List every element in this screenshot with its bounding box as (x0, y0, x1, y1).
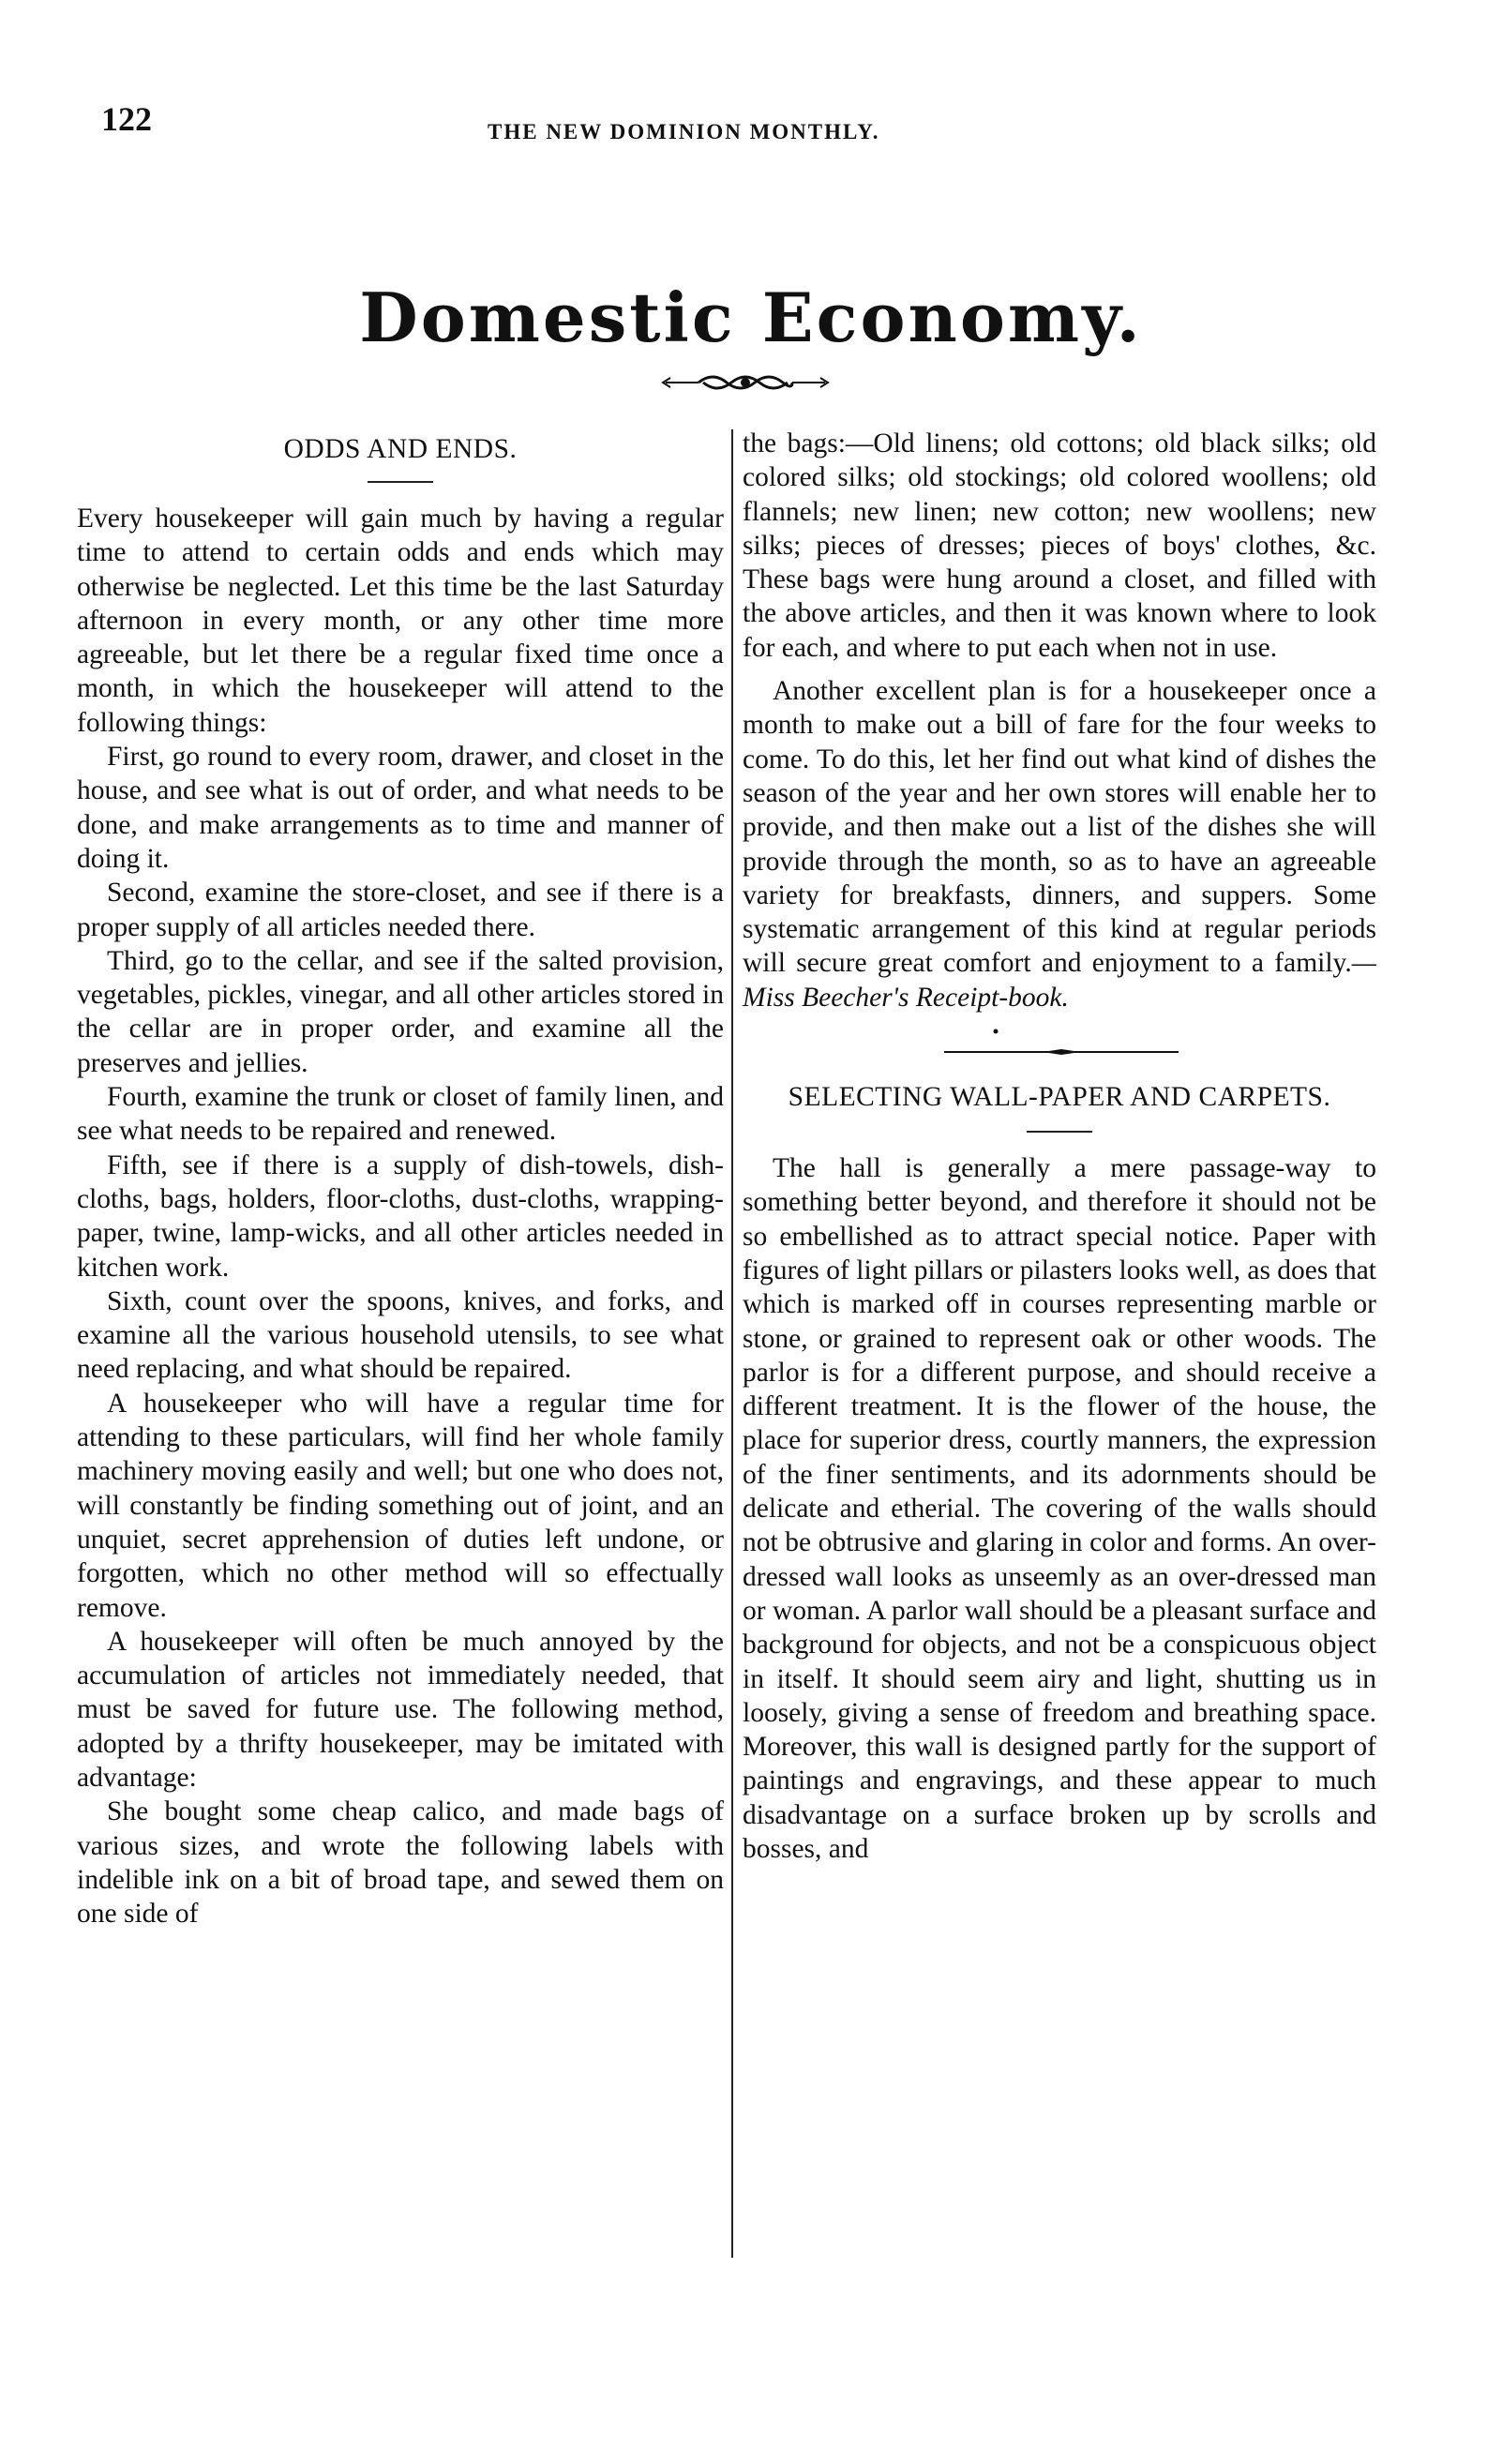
paragraph: Every housekeeper will gain much by having a regular time to attend to certain odds and ends which may otherwise be neglected. Let this time be the last Saturday afternoon in every month, or any other time more agreeable, but let there be a regular fixed time once a month, in which the housekeeper will attend to the following things: (77, 503, 724, 738)
paragraph: She bought some cheap calico, and made bags of various sizes, and wrote the following labels with indelible ink on a bit of broad tape, and sewed them on one side of (77, 1796, 724, 1930)
paragraph: A housekeeper who will have a regular time for attending to these particulars, will find her whole family machinery moving easily and well; but one who does not, will constantly be finding something out of joint, and an unquiet, secret apprehension of duties left undone, or forgotten, which no other method will so effectually remove. (77, 1388, 724, 1623)
heading-rule (1027, 1131, 1092, 1133)
paragraph-text: Another excellent plan is for a housekeeper once a month to make out a bill of fare for the four weeks to come. To do this, let her find out what kind of dishes the season of the year and her own stores will enable her to provide, and then make out a list of the dishes she will provide through the month, so as to have an agreeable variety for breakfasts, dinners, and suppers. Some systematic arrangement of this kind at regular periods will secure great comfort and enjoyment to a family. (743, 676, 1376, 979)
section-separator (743, 1024, 1376, 1061)
separator-rule-icon (743, 1024, 1380, 1061)
paragraph: Third, go to the cellar, and see if the salted provision, vegetables, pickles, vinegar, and all other articles stored in the cellar are in proper order, and examine all the preserves and jellies. (77, 945, 724, 1078)
paragraph: A housekeeper will often be much annoyed by the accumulation of articles not immediately needed, that must be saved for future use. The following method, adopted by a thrifty housekeeper, may be imitated with advantage: (77, 1626, 724, 1793)
page-number: 122 (101, 100, 152, 138)
paragraph: Sixth, count over the spoons, knives, and forks, and examine all the various household utensils, to see what need replacing, and what should be repaired. (77, 1285, 724, 1385)
heading-rule (368, 481, 433, 483)
left-column (77, 427, 724, 1931)
paragraph: First, go round to every room, drawer, and closet in the house, and see what is out of order, and what needs to be done, and make arrangements as to time and manner of doing it. (77, 742, 724, 874)
section-title: Domestic Economy. (359, 278, 1143, 357)
attribution: —Miss Beecher's Receipt-book. (743, 948, 1376, 1013)
column-divider (731, 429, 733, 2258)
right-column (743, 427, 1376, 1866)
article-heading-wall-paper: SELECTING WALL-PAPER AND CARPETS. (788, 1082, 1331, 1113)
paragraph-continuation: the bags:—Old linens; old cottons; old black silks; old colored silks; old stockings; old colored woollens; old flannels; new linen; new cotton; new woollens; new silks; pieces of dresses; pieces of boys' clothes, &c. These bags were hung around a closet, and filled with the above articles, and then it was known where to look for each, and where to put each when not in use. (743, 428, 1376, 663)
paragraph: Fourth, examine the trunk or closet of family linen, and see what needs to be repaired and renewed. (77, 1082, 724, 1147)
paragraph: Fifth, see if there is a supply of dish-towels, dish-cloths, bags, holders, floor-cloths, dust-cloths, wrapping-paper, twine, lamp-wicks, and all other articles needed in kitchen work. (77, 1149, 724, 1283)
paragraph: Second, examine the store-closet, and see if there is a proper supply of all articles needed there. (77, 878, 724, 942)
running-head: THE NEW DOMINION MONTHLY. (488, 120, 880, 143)
paragraph (743, 674, 1376, 1014)
paragraph: The hall is generally a mere passage-way to something better beyond, and therefore it should not be so embellished as to attract special notice. Paper with figures of light pillars or pilasters looks well, as does that which is marked off in courses representing marble or stone, or grained to represent oak or other woods. The parlor is for a different purpose, and should receive a different treatment. It is the flower of the house, the place for superior dress, courtly manners, the expression of the finer sentiments, and its adornments should be delicate and etherial. The covering of the walls should not be obtrusive and glaring in color and forms. An over-dressed wall looks as unseemly as an over-dressed man or woman. A parlor wall should be a pleasant surface and background for objects, and not be a conspicuous object in itself. It should seem airy and light, shutting us in loosely, giving a sense of freedom and breathing space. Moreover, this wall is designed partly for the support of paintings and engravings, and these appear to much disadvantage on a surface broken up by scrolls and bosses, and (743, 1153, 1376, 1864)
article-heading-odds-and-ends: ODDS AND ENDS. (283, 434, 518, 464)
ornament-flourish-icon (661, 368, 830, 397)
